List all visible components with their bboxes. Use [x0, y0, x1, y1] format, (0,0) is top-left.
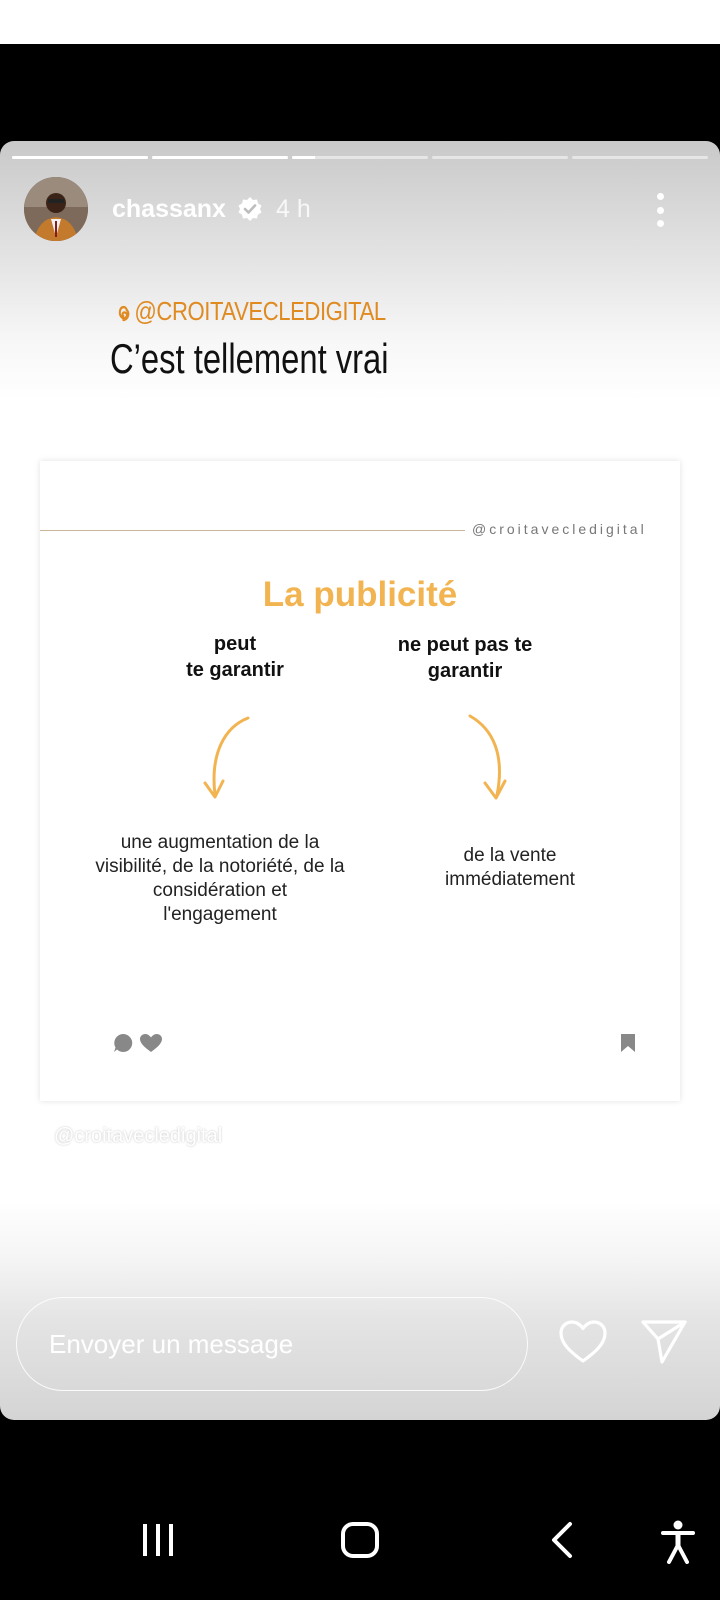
post-time: 4 h [275, 194, 311, 223]
like-heart-icon[interactable] [558, 1319, 608, 1365]
mention-label: @CROITAVECLEDIGITAL [134, 296, 386, 326]
username[interactable]: chassanx [112, 194, 226, 223]
verified-icon [236, 195, 264, 223]
heart-icon [139, 1033, 163, 1053]
left-column-heading: peut te garantir [186, 633, 284, 681]
story-header [24, 177, 696, 241]
watermark-handle: @croitavecledigital [54, 1125, 223, 1147]
progress-fill [292, 156, 315, 159]
progress-fill [12, 156, 148, 159]
progress-segment [12, 156, 148, 159]
bookmark-icon [620, 1033, 636, 1053]
avatar[interactable] [24, 177, 88, 241]
progress-fill [152, 156, 288, 159]
more-icon[interactable] [652, 193, 668, 227]
status-bar [0, 0, 720, 44]
accessibility-icon[interactable] [660, 1520, 696, 1564]
down-arrow-left-icon [195, 713, 255, 809]
post-handle: @croitavecledigital [472, 521, 647, 537]
story-progress [12, 156, 708, 159]
message-placeholder: Envoyer un message [49, 1328, 294, 1359]
progress-segment [152, 156, 288, 159]
system-nav-bar [0, 1490, 720, 1600]
shared-post-card[interactable] [40, 461, 680, 1101]
divider [40, 530, 465, 531]
recents-icon[interactable] [140, 1520, 176, 1560]
threads-icon [114, 301, 133, 323]
mention-sticker[interactable] [114, 296, 386, 327]
down-arrow-right-icon [465, 711, 525, 811]
back-icon[interactable] [548, 1520, 576, 1560]
progress-segment [432, 156, 568, 159]
post-actions [113, 1033, 163, 1053]
message-input[interactable] [16, 1297, 528, 1391]
home-icon[interactable] [340, 1520, 380, 1560]
post-title: La publicité [262, 575, 458, 614]
comment-icon [113, 1033, 133, 1053]
story-viewer[interactable] [0, 141, 720, 1420]
right-column-text: de la vente immédiatement [445, 845, 575, 890]
send-icon[interactable] [640, 1317, 688, 1365]
progress-segment [572, 156, 708, 159]
right-column-heading: ne peut pas te garantir [397, 634, 533, 682]
left-column-text: une augmentation de la visibilité, de la notoriété, de la considération et l'engagement [95, 832, 345, 925]
story-caption: C’est tellement vrai [110, 335, 389, 382]
progress-segment [292, 156, 428, 159]
